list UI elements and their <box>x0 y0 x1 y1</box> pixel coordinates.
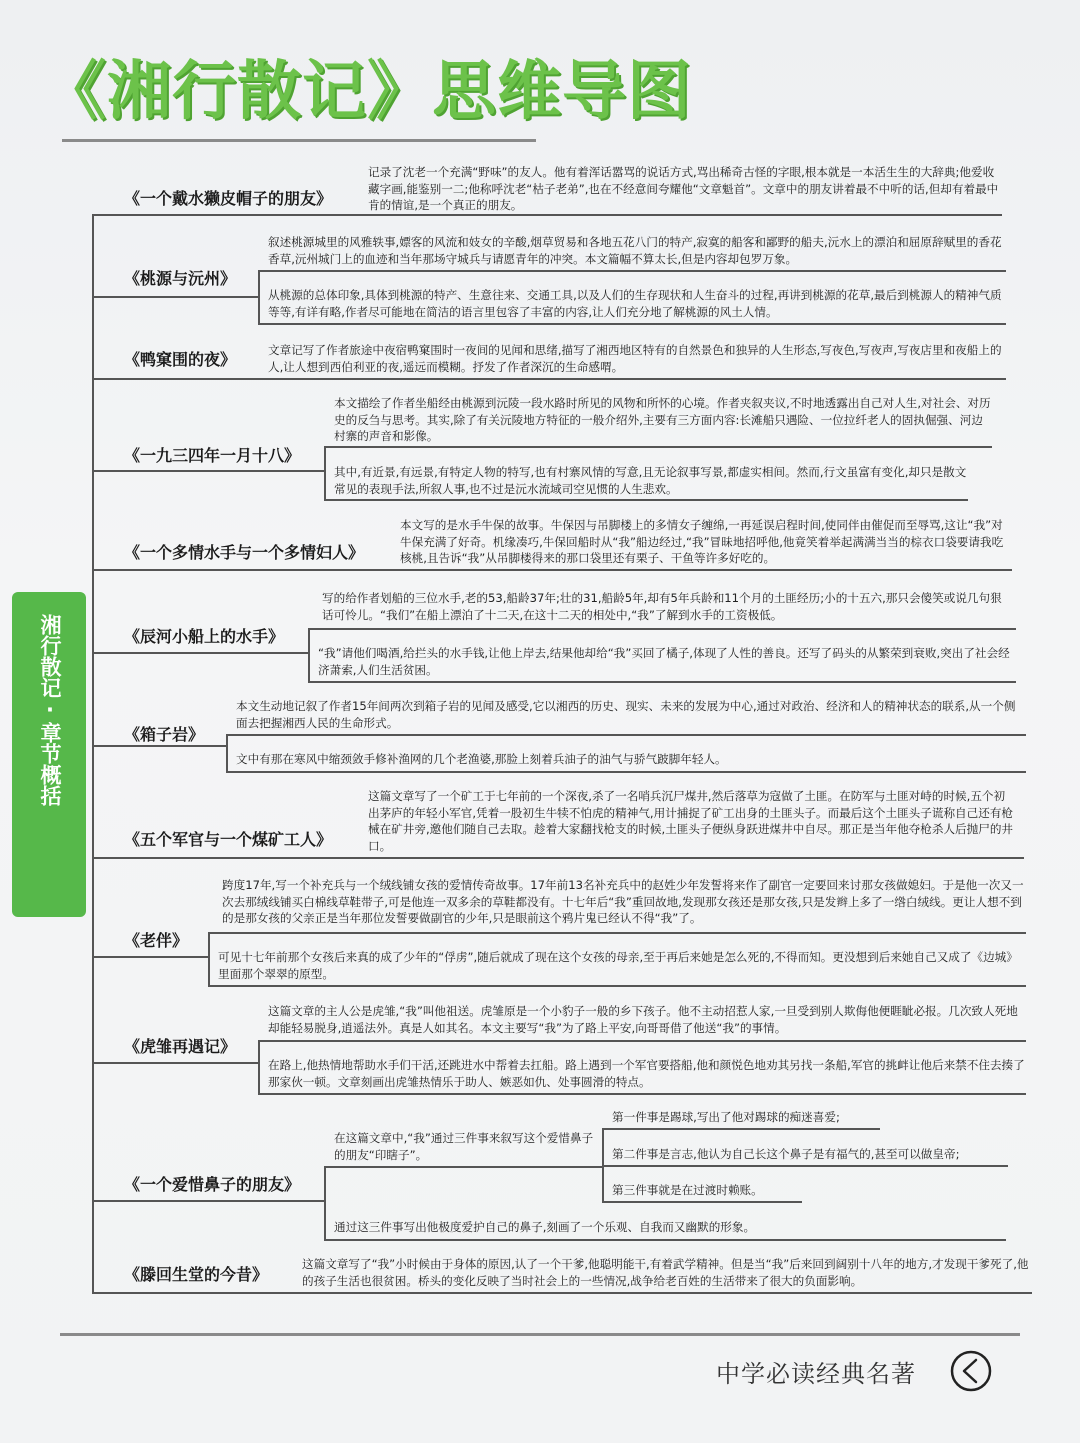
branch-line <box>324 1166 602 1168</box>
branch-line <box>324 499 968 501</box>
branch-line <box>92 569 1012 571</box>
chapter-summary: “我”请他们喝酒,给拦头的水手钱,让他上岸去,结果他却给“我”买回了橘子,体现了人性的善良。还写了码头的从繁荣到衰败,突出了社会经济萧索,人们生活贫困。 <box>318 646 1010 677</box>
chapter-summary: 本文描绘了作者坐船经由桃源到沅陵一段水路时所见的风物和所怀的心境。作者夹叙夹议,不时地透露出自己对人生,对社会、对历史的反刍与思考。其实,除了有关沅陵地方特征的一般介绍外,主要有三方面内容:长滩船只遇险、一位拉纤老人的固执倔强、河边村寨的声音和影像。 <box>334 396 991 443</box>
chapter-title: 《一个爱惜鼻子的朋友》 <box>124 1175 301 1194</box>
branch-line <box>208 985 1026 987</box>
branch-line <box>92 857 1024 859</box>
chapter-summary: 本文生动地记叙了作者15年间两次到箱子岩的见闻及感受,它以湘西的历史、现实、未来的发展为中心,通过对政治、经济和人的精神状态的联系,从一个侧面去把握湘西人民的生命形式。 <box>236 699 1016 730</box>
side-label <box>12 592 86 917</box>
branch-line <box>258 270 260 324</box>
chapter-summary: 其中,有近景,有远景,有特定人物的特写,也有村寨风情的写意,且无论叙事写景,都虚实相间。然而,行文虽富有变化,却只是散文常见的表现手法,所叙人事,也不过是沅水流域司空见惯的人生悲欢。 <box>334 465 967 496</box>
page-title: 《湘行散记》思维导图 <box>42 55 692 129</box>
chapter-subpoint: 第二件事是言志,他认为自己长这个鼻子是有福气的,甚至可以做皇帝; <box>612 1147 960 1161</box>
branch-line <box>324 1239 1006 1241</box>
branch-line <box>92 470 324 472</box>
branch-line <box>258 323 1006 325</box>
branch-line <box>92 296 258 298</box>
branch-line <box>258 1040 260 1094</box>
chapter-title: 《鸭窠围的夜》 <box>124 350 237 369</box>
branch-line <box>258 1040 1026 1042</box>
chapter-title: 《虎雏再遇记》 <box>124 1037 237 1056</box>
top-divider <box>62 139 536 142</box>
chapter-title: 《老伴》 <box>124 931 189 950</box>
chapter-title: 《桃源与沅州》 <box>124 269 237 288</box>
branch-line <box>92 214 1002 216</box>
branch-line <box>92 1062 258 1064</box>
chapter-summary: 在这篇文章中,“我”通过三件事来叙写这个爱惜鼻子的朋友“印瞎子”。 <box>334 1131 594 1162</box>
branch-line <box>208 932 1026 934</box>
branch-line <box>92 745 226 747</box>
chapter-title: 《一个多情水手与一个多情妇人》 <box>124 543 365 562</box>
branch-line <box>208 932 210 986</box>
branch-line <box>92 1292 1032 1294</box>
chapter-subpoint: 第三件事就是在过渡时赖账。 <box>612 1183 763 1197</box>
chapter-title: 《一九三四年一月十八》 <box>124 446 301 465</box>
chapter-summary: 文中有那在寒风中缩颈敛手修补渔网的几个老渔婆,那脸上刻着兵油子的油气与骄气跛脚年轻人。 <box>236 752 727 766</box>
footer-text: 中学必读经典名著 <box>716 1360 916 1388</box>
branch-line <box>602 1128 880 1130</box>
branch-line <box>92 652 308 654</box>
chapter-title: 《滕回生堂的今昔》 <box>124 1265 269 1284</box>
chapter-summary: 这篇文章写了一个矿工于七年前的一个深夜,杀了一名哨兵沉尸煤井,然后落草为寇做了土匪。在防军与土匪对峙的时候,五个初出茅庐的年轻小军官,凭着一股初生牛犊不怕虎的精神气,用计捕捉了矿工出身的土匪头子。而最后这个土匪头子谎称自己还有枪械在矿井旁,邀他们随自己去取。趁着大家翻找枪支的时候,土匪头子便纵身跃进煤井中自尽。那正是当年他夺枪杀人后抛尸的井口。 <box>368 789 1014 853</box>
branch-line <box>308 628 310 682</box>
chapter-title: 《箱子岩》 <box>124 725 205 744</box>
side-label-text: 湘行散记·章节概括 <box>38 614 62 806</box>
bottom-divider <box>60 1333 1020 1336</box>
branch-line <box>226 734 228 772</box>
chapter-summary: 文章记写了作者旅途中夜宿鸭窠围时一夜间的见闻和思绪,描写了湘西地区特有的自然景色和独异的人生形态,写夜色,写夜声,写夜店里和夜船上的人,让人想到西伯利亚的夜,遥远而模糊。抒发了作者深沉的生命感喟。 <box>268 343 1002 374</box>
chapter-title: 《辰河小船上的水手》 <box>124 627 285 646</box>
chapter-summary: 通过这三件事写出他极度爱护自己的鼻子,刻画了一个乐观、自我而又幽默的形象。 <box>334 1220 756 1234</box>
chapter-title: 《一个戴水獭皮帽子的朋友》 <box>124 189 333 208</box>
branch-line <box>92 378 1006 380</box>
chapter-title: 《五个军官与一个煤矿工人》 <box>124 830 333 849</box>
chapter-summary: 记录了沈老一个充满“野味”的友人。他有着浑话嚣骂的说话方式,骂出稀奇古怪的字眼,根本就是一本活生生的大辞典;他爱收藏字画,能鉴别一二;他称呼沈老“枯子老弟”,也在不经意间夸耀他“文章魁首”。文章中的朋友讲着最不中听的话,但却有着最中肯的情谊,是一个真正的朋友。 <box>368 165 999 212</box>
chapter-subpoint: 第一件事是踢球,写出了他对踢球的痴迷喜爱; <box>612 1110 840 1124</box>
branch-line <box>324 446 992 448</box>
branch-line <box>602 1165 1008 1167</box>
branch-line <box>308 681 1016 683</box>
chapter-summary: 可见十七年前那个女孩后来真的成了少年的“俘虏”,随后就成了现在这个女孩的母亲,至于再后来她是怎么死的,不得而知。更没想到后来她自己又成了《边城》里面那个翠翠的原型。 <box>218 950 1018 981</box>
branch-line <box>308 628 1016 630</box>
chapter-summary: 从桃源的总体印象,具体到桃源的特产、生意往来、交通工具,以及人们的生存现状和人生奋斗的过程,再讲到桃源的花草,最后到桃源人的精神气质等等,有详有略,作者尽可能地在简洁的语言里包容了丰富的内容,让人们充分地了解桃源的风土人情。 <box>268 288 1002 319</box>
chapter-summary: 本文写的是水手牛保的故事。牛保因与吊脚楼上的多情女子缠绵,一再延误启程时间,使同伴由催促而至辱骂,这让“我”对牛保充满了好奇。机缘凑巧,牛保回船时从“我”船边经过,“我”冒昧地招呼他,他竟笑着举起满满当当的棕衣口袋要请我吃核桃,且告诉“我”从吊脚楼得来的那口袋里还有栗子、干鱼等许多好吃的。 <box>400 518 1004 565</box>
chapter-summary: 在路上,他热情地帮助水手们干活,还跳进水中帮着去扛船。路上遇到一个军官要搭船,他和颜悦色地劝其另找一条船,军官的挑衅让他后来禁不住去揍了那家伙一顿。文章刻画出虎雏热情乐于助人、嫉恶如仇、处事圆滑的特点。 <box>268 1058 1025 1089</box>
branch-line <box>258 270 1006 272</box>
mindmap-trunk <box>92 214 94 1294</box>
chapter-summary: 叙述桃源城里的风雅轶事,嫖客的风流和妓女的辛酸,烟草贸易和各地五花八门的特产,寂寞的船客和鄙野的船夫,沅水上的漂泊和屈原辞赋里的香花香草,沅州城门上的血迹和当年那场守城兵与请愿青年的冲突。本文篇幅不算太长,但是内容却包罗万象。 <box>268 235 1002 266</box>
back-chevron-icon[interactable] <box>950 1350 992 1392</box>
branch-line <box>602 1201 802 1203</box>
branch-line <box>226 771 1026 773</box>
branch-line <box>324 446 326 500</box>
chapter-summary: 这篇文章的主人公是虎雏,“我”叫他祖送。虎雏原是一个小豹子一般的乡下孩子。他不主动招惹人家,一旦受到别人欺侮他便睚眦必报。几次致人死地却能轻易脱身,逍遥法外。真是人如其名。本文主要写“我”为了路上平安,向哥哥借了他送“我”的事情。 <box>268 1004 1018 1035</box>
chapter-summary: 跨度17年,写一个补充兵与一个绒线铺女孩的爱情传奇故事。17年前13名补充兵中的赵姓少年发誓将来作了副官一定要回来讨那女孩做媳妇。于是他一次又一次去那绒线铺买白棉线草鞋带子,可是他连一双多余的草鞋都没有。十七年后“我”重回故地,发现那女孩还是那女孩,只是发辫上多了一绺白绒线。更让人想不到的是那女孩的父亲正是当年那位发誓要做副官的少年,只是眼前这个鸦片鬼已经认不得“我”了。 <box>222 878 1024 925</box>
branch-line <box>258 1093 1026 1095</box>
branch-line <box>92 1200 324 1202</box>
branch-line <box>226 734 1026 736</box>
chapter-summary: 写的给作者划船的三位水手,老的53,船龄37年;壮的31,船龄5年,却有5年兵龄和11个月的土匪经历;小的十五六,那只会傻笑或说几句狠话可怜儿。“我们”在船上漂泊了十二天,在这十二天的相处中,“我”了解到水手的工资极低。 <box>322 591 1002 622</box>
chapter-summary: 这篇文章写了“我”小时候由于身体的原因,认了一个干爹,他聪明能干,有着武学精神。但是当“我”后来回到阔别十八年的地方,才发现干爹死了,他的孩子生活也很贫困。桥头的变化反映了当时社会上的一些情况,战争给老百姓的生活带来了很大的负面影响。 <box>302 1257 1029 1288</box>
branch-line <box>324 1166 326 1240</box>
branch-line <box>92 956 208 958</box>
